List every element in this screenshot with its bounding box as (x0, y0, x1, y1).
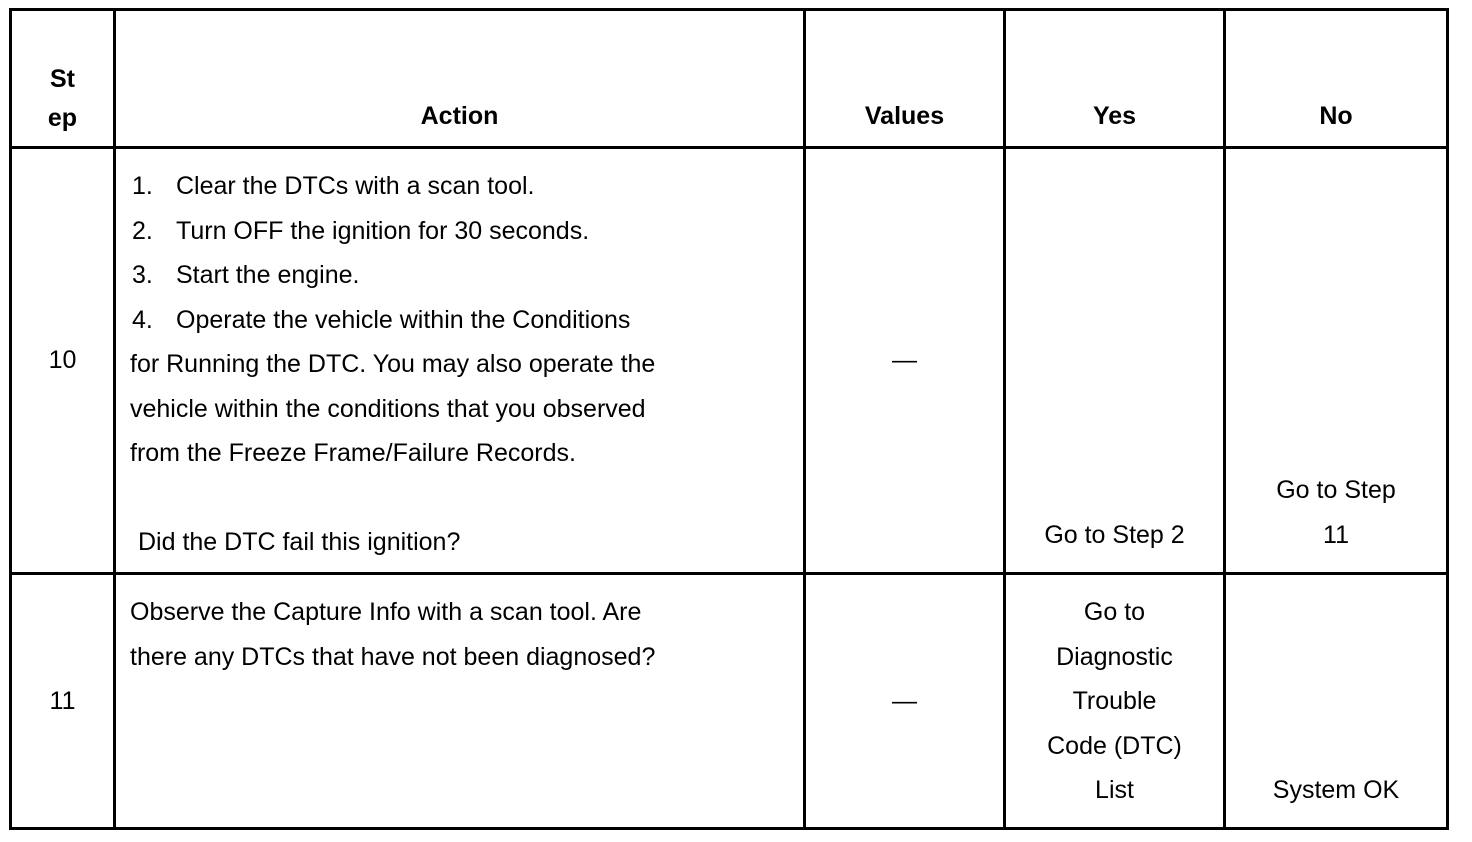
action-item-number: 2. (132, 216, 153, 245)
action-line: there any DTCs that have not been diagnosed? (130, 642, 656, 671)
action-item-number: 4. (132, 305, 153, 334)
no-cell-line: Go to Step (1276, 476, 1396, 504)
action-item-text: Clear the DTCs with a scan tool. (176, 172, 535, 200)
header-no: No (1225, 10, 1448, 148)
table-row-step-10 (11, 148, 1448, 574)
header-row (11, 10, 1448, 148)
action-item-number: 1. (132, 172, 153, 200)
action-item (130, 253, 789, 298)
yes-cell-line: Diagnostic (1056, 642, 1173, 671)
values-cell: — (805, 148, 1005, 574)
yes-cell-line: Trouble (1072, 687, 1157, 715)
action-cell (115, 148, 805, 574)
action-item (130, 298, 789, 343)
diagnostic-table (9, 8, 1449, 830)
action-continuation-line: for Running the DTC. You may also operate the (130, 350, 656, 378)
header-step-line2: ep (47, 104, 78, 132)
header-yes: Yes (1005, 10, 1225, 148)
action-item (130, 209, 789, 254)
yes-cell (1005, 574, 1225, 829)
header-action: Action (115, 10, 805, 148)
action-continuation-line: vehicle within the conditions that you observed (130, 394, 646, 423)
yes-cell-line: Code (DTC) (1047, 731, 1182, 760)
no-cell-line: 11 (1323, 520, 1349, 549)
step-number: 11 (11, 574, 115, 829)
action-item-number: 3. (132, 261, 153, 289)
table-row-step-11 (11, 574, 1448, 829)
action-item (130, 164, 789, 209)
header-values: Values (805, 10, 1005, 148)
no-cell (1225, 148, 1448, 574)
action-item-text: Operate the vehicle within the Conditions (176, 305, 631, 334)
no-cell: System OK (1225, 574, 1448, 829)
action-continuation-line: from the Freeze Frame/Failure Records. (130, 439, 576, 467)
action-item-text: Start the engine. (176, 261, 360, 289)
header-step (11, 10, 115, 148)
step-number: 10 (11, 148, 115, 574)
yes-cell-line: Go to (1083, 598, 1146, 626)
action-cell (115, 574, 805, 829)
values-cell: — (805, 574, 1005, 829)
action-question: Did the DTC fail this ignition? (138, 527, 461, 556)
action-item-text: Turn OFF the ignition for 30 seconds. (176, 216, 590, 245)
yes-cell-line: List (1095, 776, 1134, 804)
action-line: Observe the Capture Info with a scan tool. Are (130, 598, 642, 626)
header-step-line1: St (50, 65, 75, 93)
yes-cell: Go to Step 2 (1005, 148, 1225, 574)
